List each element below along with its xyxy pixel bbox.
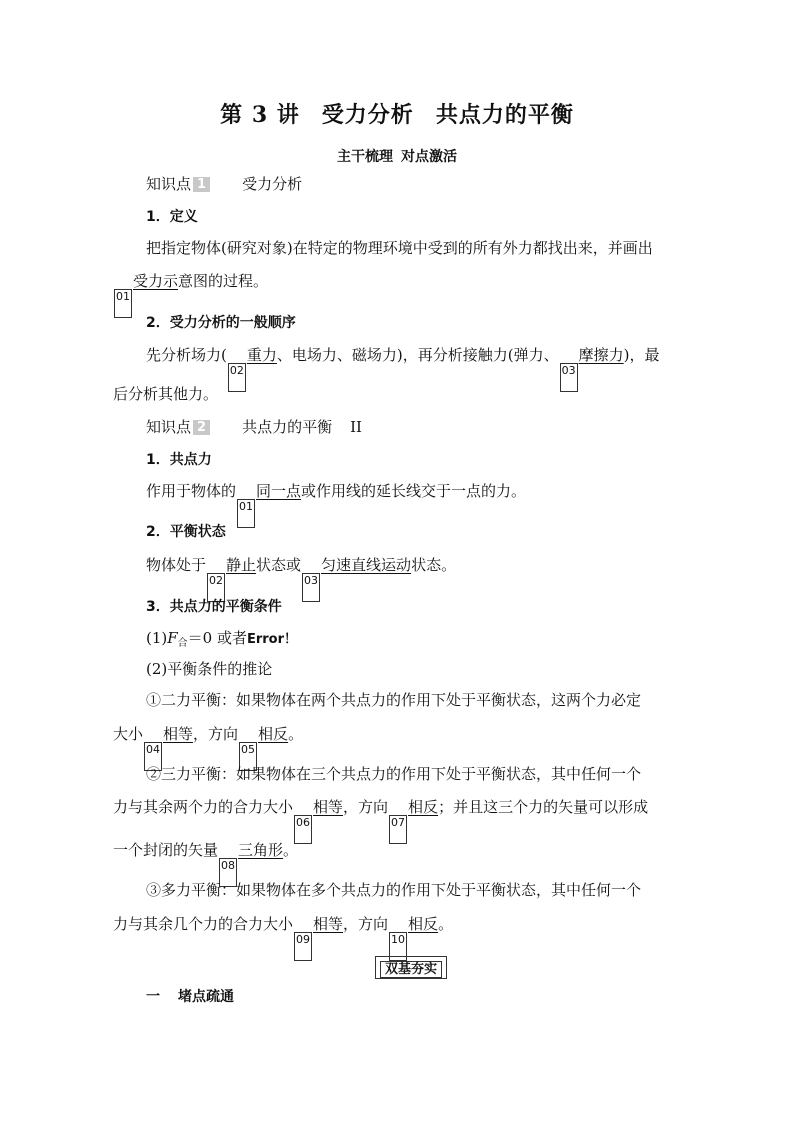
answer-box-09: 09	[294, 932, 312, 961]
answer-text: 相反	[408, 915, 439, 933]
answer-text: 相等	[163, 725, 194, 743]
heading-order: 2．受力分析的一般顺序	[146, 315, 296, 331]
answer-box-10: 10	[389, 932, 407, 961]
condition-1: $(1)F_合=0$ 或者Error！	[146, 629, 298, 649]
answer-text: 受力示	[133, 272, 179, 290]
three-force-line-1: ②三力平衡：如果物体在三个共点力的作用下处于平衡状态，其中任何一个	[146, 765, 642, 783]
heading-equilibrium-condition: 3．共点力的平衡条件	[146, 599, 282, 615]
answer-text: 相反	[408, 798, 439, 816]
three-force-line-3: 一个封闭的矢量08三角形。	[113, 840, 298, 887]
answer-box-03: 03	[560, 363, 578, 392]
two-force-line-2: 大小04相等，方向05相反。	[113, 724, 303, 771]
answer-text: 匀速直线运动	[321, 556, 412, 574]
three-force-line-2: 力与其余两个力的合力大小06相等，方向07相反；并且这三个力的矢量可以形成	[113, 797, 648, 844]
answer-box-08: 08	[219, 858, 237, 887]
order-line-1: 先分析场力(02重力、电场力、磁场力)，再分析接触力(弹力、03摩擦力)，最	[146, 345, 659, 392]
section-heading: 一 堵点疏通	[146, 989, 234, 1005]
answer-text: 相反	[258, 725, 289, 743]
answer-box-04: 04	[144, 742, 162, 771]
answer-text: 相等	[313, 798, 344, 816]
multi-force-line-1: ③多力平衡：如果物体在多个共点力的作用下处于平衡状态，其中任何一个	[146, 881, 642, 899]
answer-box-05: 05	[239, 742, 257, 771]
answer-box-01: 01	[237, 499, 255, 528]
concurrent-forces-line: 作用于物体的01同一点或作用线的延长线交于一点的力。	[146, 481, 526, 528]
heading-concurrent-forces: 1．共点力	[146, 452, 212, 468]
answer-text: 摩擦力	[578, 346, 624, 364]
answer-box-06: 06	[294, 815, 312, 844]
answer-text: 三角形	[238, 841, 284, 859]
heading-equilibrium-state: 2．平衡状态	[146, 524, 226, 540]
answer-box-01: 01	[114, 289, 132, 318]
definition-line-1: 把指定物体(研究对象)在特定的物理环境中受到的所有外力都找出来，并画出	[146, 239, 653, 257]
kp-number-badge: 2	[193, 420, 210, 435]
answer-text: 静止	[226, 556, 257, 574]
knowledge-point-2: 知识点 2 共点力的平衡 II	[146, 418, 362, 436]
heading-definition: 1．定义	[146, 209, 198, 225]
answer-text: 相等	[313, 915, 344, 933]
section-tag: 双基夯实	[375, 956, 447, 979]
order-line-2: 后分析其他力。	[113, 385, 219, 403]
answer-text: 同一点	[256, 482, 302, 500]
kp-number-badge: 1	[193, 177, 210, 192]
subtitle: 主干梳理 对点激活	[337, 149, 457, 165]
page-title: 第 3 讲 受力分析 共点力的平衡	[220, 102, 574, 128]
answer-box-07: 07	[389, 815, 407, 844]
knowledge-point-1: 知识点 1 受力分析	[146, 175, 303, 193]
equilibrium-state-line: 物体处于02静止状态或03匀速直线运动状态。	[146, 555, 456, 602]
answer-box-02: 02	[228, 363, 246, 392]
definition-line-2: 01受力示意图的过程。	[113, 271, 268, 318]
two-force-line-1: ①二力平衡：如果物体在两个共点力的作用下处于平衡状态，这两个力必定	[146, 691, 642, 709]
answer-text: 重力	[246, 346, 277, 364]
multi-force-line-2: 力与其余几个力的合力大小09相等，方向10相反。	[113, 914, 453, 961]
condition-2: (2)平衡条件的推论	[146, 660, 273, 678]
answer-box-02: 02	[207, 573, 225, 602]
answer-box-03: 03	[302, 573, 320, 602]
